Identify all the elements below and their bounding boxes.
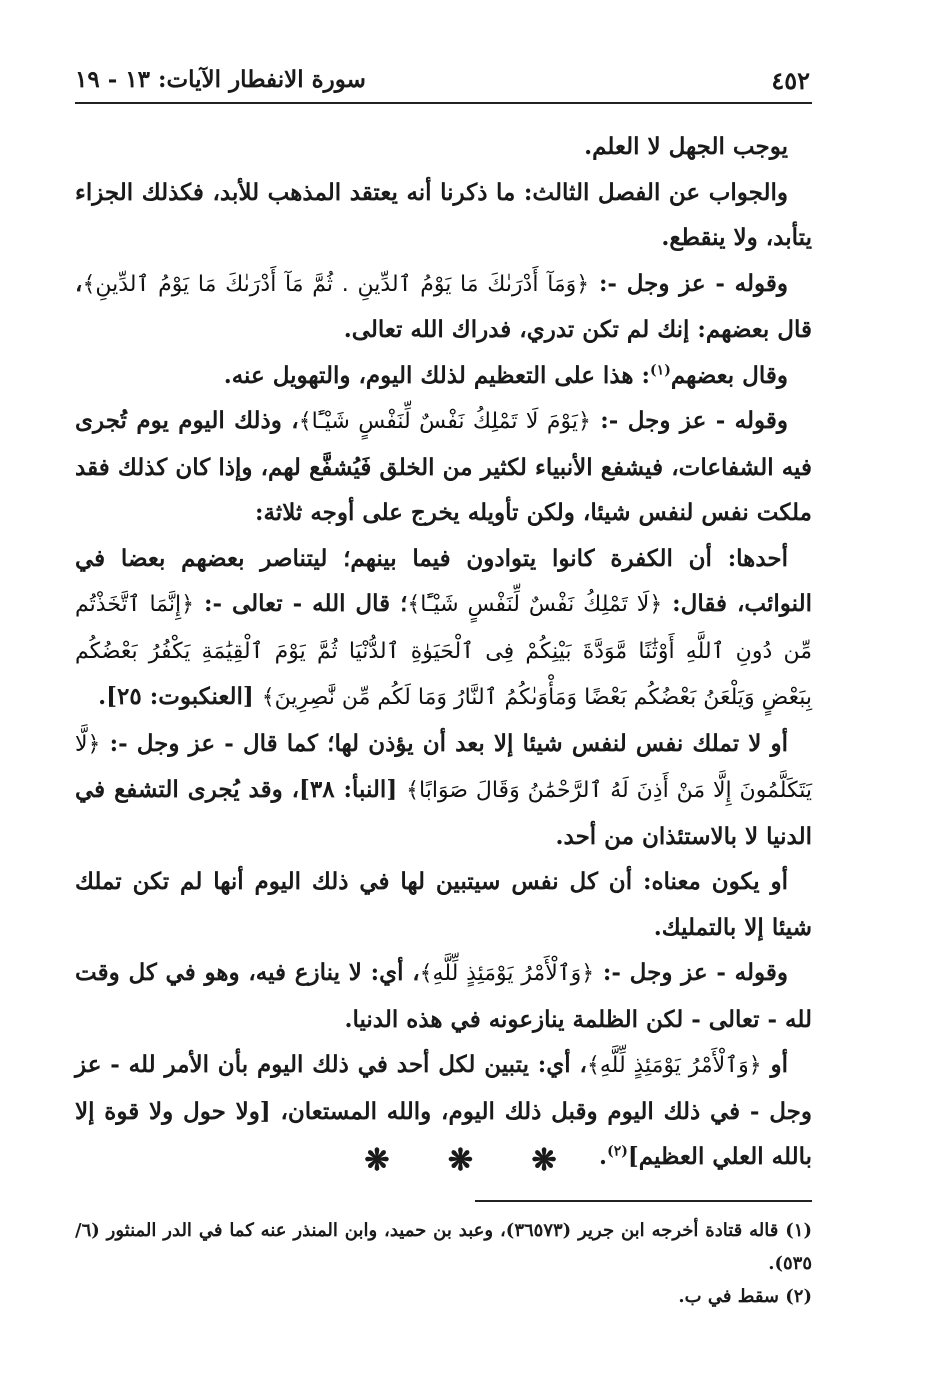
footnote-2: (٢) سقط في ب. (678, 1286, 812, 1307)
paragraph-3-rest: ، قال بعضهم: إنك لم تكن تدري، فدراك الله تعالى. (75, 269, 812, 343)
paragraph-5-rest: ، وذلك اليوم يوم تُجرى فيه الشفاعات، فيشفع الأنبياء لكثير من الخلق فَيُشفَّع لهم، وإذا كان كذلك فقد ملكت نفس لنفس شيئا، ولكن تأويله يخرج على أوجه ثلاثة: (75, 407, 812, 526)
footnote-ref-1: (١) (650, 361, 671, 378)
paragraph-4 (75, 353, 812, 399)
paragraph-8: أو يكون معناه: أن كل نفس سيتبين لها في ذلك اليوم أنها لم تكن تملك شيئا إلا بالتمليك. (75, 868, 812, 941)
running-title: سورة الانفطار الآيات: ١٣ - ١٩ (75, 66, 366, 93)
paragraph-6-citation: [العنكبوت: ٢٥]. (98, 683, 262, 710)
quran-verse-naba: ﴿لَّا يَتَكَلَّمُونَ إِلَّا مَنْ أَذِنَ لَهُ ٱلرَّحْمَٰنُ وَقَالَ صَوَابًا﴾ (75, 731, 812, 803)
page-header (75, 58, 810, 98)
footnote-1: (١) قاله قتادة أخرجه ابن جرير (٣٦٥٧٣)، وعبد بن حميد، وابن المنذر عنه كما في الدر المنثور (٦/ ٥٣٥). (75, 1220, 812, 1274)
quran-verse-nafs: ﴿يَوْمَ لَا تَمْلِكُ نَفْسٌ لِّنَفْسٍ شَيْـًٔا﴾ (298, 409, 591, 434)
paragraph-10-rest: ، أي: يتبين لكل أحد في ذلك اليوم بأن الأمر لله - عز وجل - في ذلك اليوم وقبل ذلك اليوم، والله المستعان، [ولا حول ولا قوة إلا بالله العلي العظيم] (75, 1051, 812, 1170)
paragraph-6-mid: ؛ قال الله - تعالى -: (194, 590, 408, 617)
footnote-rule (475, 1200, 812, 1202)
quran-verse-ankabut: ﴿إِنَّمَا ٱتَّخَذْتُم مِّن دُونِ ٱللَّهِ أَوْثَٰنًا مَّوَدَّةَ بَيْنِكُمْ فِى ٱلْحَيَوٰةِ ٱلدُّنْيَا ثُمَّ يَوْمَ ٱلْقِيَٰمَةِ يَكْفُرُ بَعْضُكُم بِبَعْضٍ وَيَلْعَنُ بَعْضُكُم بَعْضًا وَمَأْوَىٰكُمُ ٱلنَّارُ وَمَا لَكُم مِّن نَّٰصِرِينَ﴾ (75, 592, 812, 710)
quran-verse-amr: ﴿وَٱلْأَمْرُ يَوْمَئِذٍ لِّلَّهِ﴾ (419, 961, 595, 986)
paragraph-4-rest: : هذا على التعظيم لذلك اليوم، والتهويل عنه. (223, 361, 651, 389)
paragraph-7-intro: أو لا تملك نفس لنفس شيئا إلا بعد أن يؤذن لها؛ كما قال - عز وجل -: (100, 729, 788, 757)
paragraph-9-rest: ، أي: لا ينازع فيه، وهو في كل وقت لله - تعالى - لكن الظلمة ينازعونه في هذه الدنيا. (75, 959, 812, 1033)
paragraph-2: والجواب عن الفصل الثالث: ما ذكرنا أنه يعتقد المذهب للأبد، فكذلك الجزاء يتأبد، ولا ينقطع. (75, 178, 812, 251)
section-separator: ❋ ❋ ❋ (364, 1143, 581, 1178)
paragraph-9 (75, 950, 812, 1042)
paragraph-9-intro: وقوله - عز وجل -: (594, 959, 788, 986)
paragraph-5-intro: وقوله - عز وجل -: (590, 407, 788, 434)
footnote-ref-2: (٢) (607, 1143, 628, 1160)
paragraph-7 (75, 721, 812, 860)
paragraph-1: يوجب الجهل لا العلم. (584, 133, 788, 160)
paragraph-3-intro: وقوله - عز وجل -: (589, 269, 788, 297)
main-text (75, 124, 812, 1180)
quran-verse-nafs-repeat: ﴿لَا تَمْلِكُ نَفْسٌ لِّنَفْسٍ شَيْـًٔا﴾ (407, 592, 663, 617)
paragraph-5 (75, 398, 812, 536)
header-rule (75, 102, 812, 104)
paragraph-4-intro: وقال بعضهم (670, 361, 788, 389)
paragraph-7-rest: [النبأ: ٣٨]، وقد يُجرى التشفع في الدنيا لا بالاستئذان من أحد. (75, 776, 812, 850)
footnotes (75, 1214, 812, 1313)
paragraph-3 (75, 261, 812, 353)
paragraph-10-intro: أو (761, 1051, 788, 1078)
page-number: ٤٥٢ (771, 66, 810, 95)
paragraph-6-intro: أحدها: أن الكفرة كانوا يتوادون فيما بينهم؛ ليتناصر بعضهم بعضا في النوائب، فقال: (75, 544, 812, 617)
quran-verse-amr-repeat: ﴿وَٱلْأَمْرُ يَوْمَئِذٍ لِّلَّهِ﴾ (586, 1053, 762, 1078)
paragraph-10-end: . (599, 1143, 608, 1170)
paragraph-6 (75, 536, 812, 721)
quran-verse-din: ﴿وَمَآ أَدْرَىٰكَ مَا يَوْمُ ٱلدِّينِ . ثُمَّ مَآ أَدْرَىٰكَ مَا يَوْمُ ٱلدِّينِ﴾ (82, 271, 590, 297)
